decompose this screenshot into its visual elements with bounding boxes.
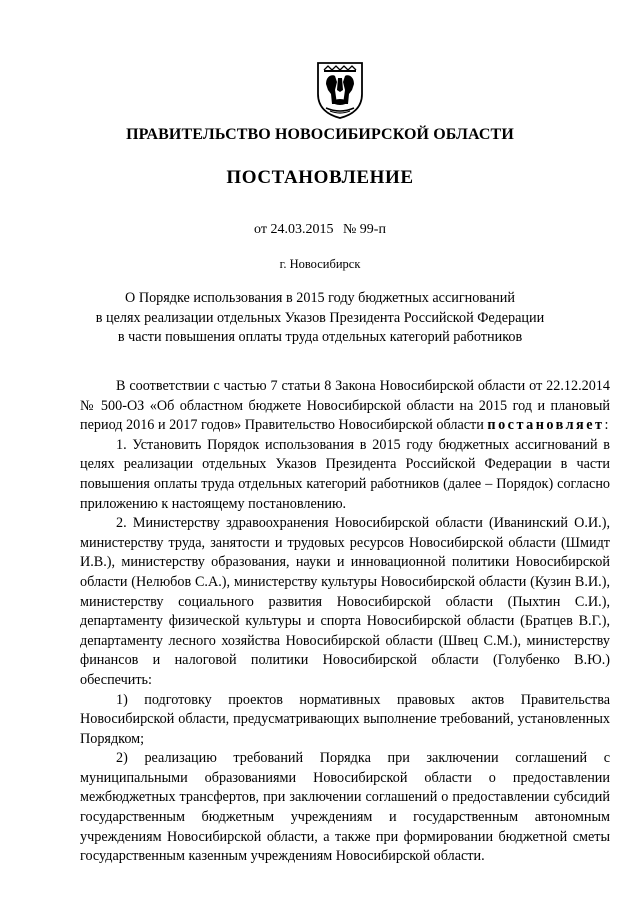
preamble-paragraph — [80, 377, 610, 436]
item-2-2-paragraph: 2) реализацию требований Порядка при заключении соглашений с муниципальными образованиями Новосибирской области о предоставлении межбюджетных трансфертов, при заключении соглашений о предоставлении субсидий государственным бюджетным учреждениям и государственным автономным учреждениям Новосибирской области, а также при формировании бюджетной сметы государственным казенным учреждениям Новосибирской области. — [80, 750, 610, 865]
government-name: ПРАВИТЕЛЬСТВО НОВОСИБИРСКОЙ ОБЛАСТИ — [126, 126, 514, 143]
coat-of-arms-icon — [316, 60, 364, 120]
subject-line: в части повышения оплаты труда отдельных категорий работников — [117, 329, 523, 345]
document-subject — [0, 289, 640, 348]
date-number-line — [0, 222, 640, 238]
subject-line: в целях реализации отдельных Указов Президента Российской Федерации — [95, 309, 545, 326]
document-city: г. Новосибирск — [279, 257, 361, 271]
subject-line: О Порядке использования в 2015 году бюджетных ассигнований — [125, 290, 515, 306]
document-date: от 24.03.2015 — [254, 222, 334, 237]
item-2-paragraph: 2. Министерству здравоохранения Новосибирской области (Иванинский О.И.), министерству труда, занятости и трудовых ресурсов Новосибирской области (Шмидт И.В.), министерству образования, науки и инновационной политики Новосибирской области (Нелюбов С.А.), министерству культуры Новосибирской области (Кузин В.И.), министерству социального развития Новосибирской области (Пыхтин С.И.), департаменту физической культуры и спорта Новосибирской области (Братцев В.Г.), департаменту лесного хозяйства Новосибирской области (Швец С.М.), министерству финансов и налоговой политики Новосибирской области (Голубенко В.Ю.) обеспечить: — [80, 515, 610, 688]
resolves-word: постановляет — [487, 417, 605, 434]
document-number: № 99-п — [342, 222, 386, 237]
document-body — [80, 377, 610, 867]
item-2-1-paragraph: 1) подготовку проектов нормативных правовых актов Правительства Новосибирской области, предусматривающих выполнение требований, установленных Порядком; — [80, 691, 610, 747]
item-1-paragraph: 1. Установить Порядок использования в 2015 году бюджетных ассигнований в целях реализации отдельных Указов Президента Российской Федерации в части повышения оплаты труда отдельных категорий работников (далее – Порядок) согласно приложению к настоящему постановлению. — [80, 436, 610, 512]
resolves-colon: : — [604, 417, 609, 434]
preamble-text: В соответствии с частью 7 статьи 8 Закона Новосибирской области от 22.12.2014 № 500-ОЗ «Об областном бюджете Новосибирской области на 2015 год и плановый период 2016 и 2017 годов» Правительство Новосибирской области — [80, 378, 610, 434]
document-type-title: ПОСТАНОВЛЕНИЕ — [226, 167, 414, 188]
